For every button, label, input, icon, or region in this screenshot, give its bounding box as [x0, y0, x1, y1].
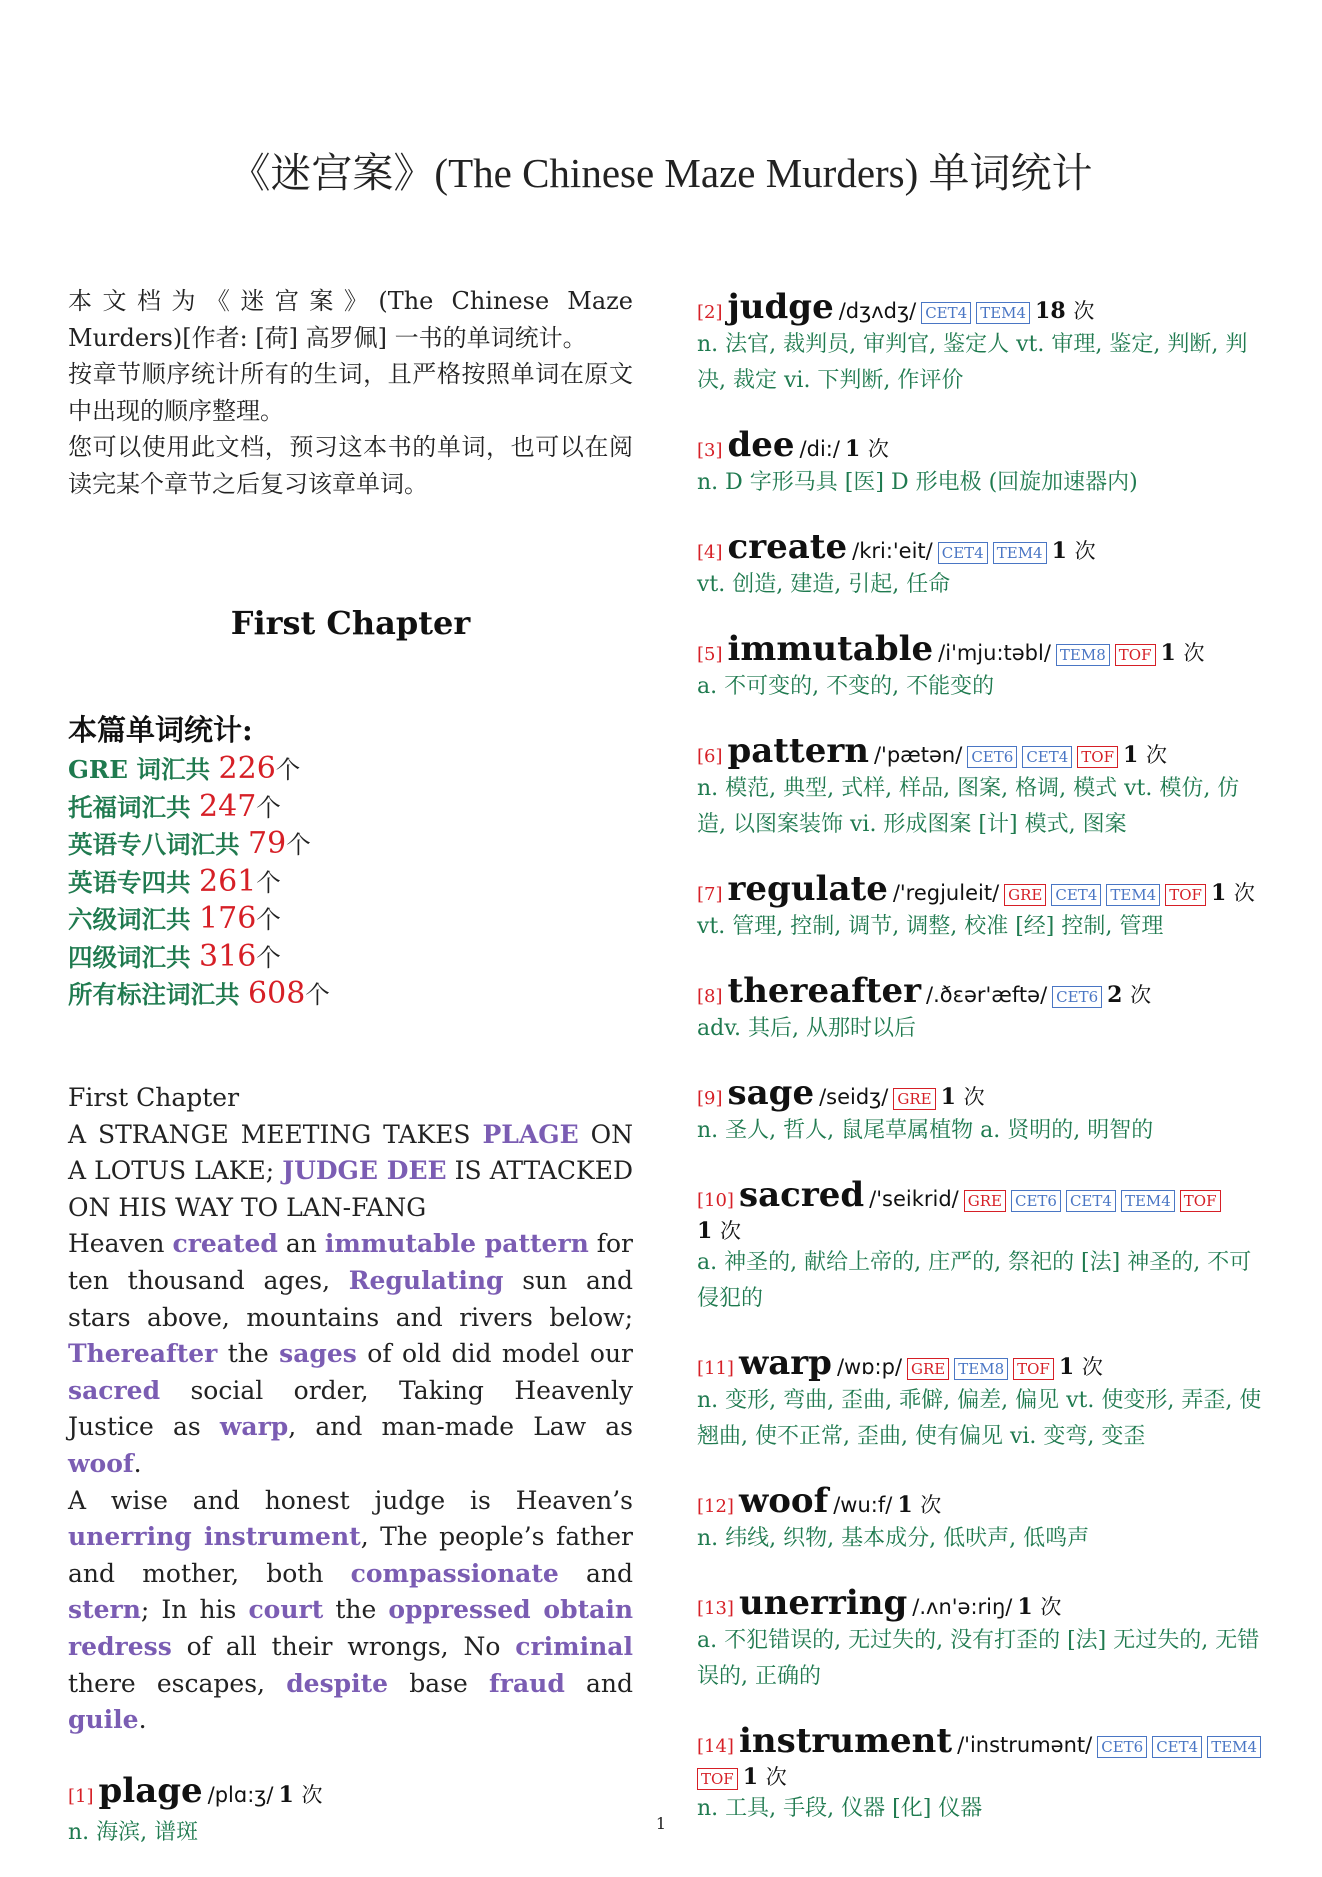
- entry-phonetic: /'instrumənt/: [957, 1733, 1093, 1757]
- entry-header: [697, 1481, 1267, 1521]
- entry-word: instrument: [738, 1721, 953, 1761]
- entry-phonetic: /'seikrid/: [869, 1187, 959, 1211]
- stats-section: [68, 708, 633, 1014]
- entry-index: [11]: [697, 1358, 734, 1379]
- entry-definition: a. 不犯错误的, 无过失的, 没有打歪的 [法] 无过失的, 无错误的, 正确的: [697, 1628, 1260, 1689]
- exam-tag: GRE: [1004, 884, 1046, 906]
- exam-tag: CET6: [1097, 1736, 1147, 1758]
- exam-tag: TOF: [697, 1768, 738, 1790]
- stat-unit: 个: [275, 755, 301, 784]
- exam-tag: TEM4: [993, 542, 1047, 564]
- exam-tag: CET4: [1066, 1190, 1116, 1212]
- entry-header: [697, 287, 1267, 327]
- exam-tag: TEM4: [1121, 1190, 1175, 1212]
- entry-word: unerring: [738, 1583, 908, 1623]
- passage-text: ; In his: [140, 1595, 249, 1625]
- highlighted-word: Regulating: [348, 1265, 504, 1295]
- passage-text: there escapes,: [68, 1668, 287, 1698]
- entry-index: [5]: [697, 644, 723, 665]
- count-number: 1: [897, 1492, 913, 1518]
- exam-tag: CET6: [1011, 1190, 1061, 1212]
- stat-label: GRE 词汇共: [68, 755, 219, 784]
- highlighted-word: compassionate: [350, 1558, 559, 1588]
- exam-tag: CET6: [967, 746, 1017, 768]
- passage-text: of old did model our: [356, 1339, 633, 1369]
- entry-definition: n. 变形, 弯曲, 歪曲, 乖僻, 偏差, 偏见 vt. 使变形, 弄歪, 使翘曲, 使不正常, 歪曲, 使有偏见 vi. 变弯, 变歪: [697, 1388, 1262, 1449]
- entry-index: [12]: [697, 1496, 734, 1517]
- exam-tag: CET4: [1022, 746, 1072, 768]
- highlighted-word: PLAGE: [482, 1119, 579, 1149]
- exam-tag: GRE: [907, 1358, 949, 1380]
- stat-count: 226: [218, 751, 276, 786]
- entry-header: [697, 1343, 1267, 1383]
- passage-text: ON A LOTUS LAKE;: [68, 1119, 633, 1186]
- entry-phonetic: /kri:'eit/: [852, 539, 933, 563]
- stat-unit: 个: [286, 830, 311, 859]
- exam-tag: TEM4: [1106, 884, 1160, 906]
- entry-header: [697, 1583, 1267, 1623]
- highlighted-word: oppressed obtain redress: [68, 1595, 633, 1661]
- passage-text: .: [133, 1448, 142, 1478]
- stat-row: [68, 826, 633, 864]
- stat-count: 247: [199, 788, 257, 824]
- exam-tag: TOF: [1077, 746, 1118, 768]
- passage-text: IS ATTACKED ON HIS WAY TO LAN-FANG: [68, 1156, 633, 1222]
- entry-word: thereafter: [727, 971, 922, 1011]
- exam-tag: GRE: [893, 1088, 935, 1110]
- entry-count: [845, 433, 889, 463]
- entry-word: judge: [727, 287, 834, 327]
- exam-tag: GRE: [964, 1190, 1006, 1212]
- entry-definition: n. 纬线, 织物, 基本成分, 低吠声, 低鸣声: [697, 1526, 1090, 1551]
- entry-word: sage: [727, 1073, 815, 1113]
- entry-count: [941, 1081, 985, 1111]
- intro-line: 您可以使用此文档，预习这本书的单词，也可以在阅读完某个章节之后复习该章单词。: [68, 433, 633, 498]
- highlighted-word: JUDGE DEE: [282, 1156, 447, 1186]
- word-entry: [697, 629, 1267, 705]
- entry-header: [697, 629, 1267, 669]
- count-number: 1: [1051, 538, 1067, 564]
- passage-text: base: [388, 1668, 490, 1698]
- document-title: 《迷宫案》(The Chinese Maze Murders) 单词统计: [229, 150, 1093, 196]
- entry-index: [6]: [697, 746, 723, 767]
- stats-title: 本篇单词统计:: [68, 713, 253, 747]
- highlighted-word: guile: [68, 1705, 139, 1735]
- passage-text: A STRANGE MEETING TAKES: [68, 1119, 483, 1149]
- stat-count: 608: [248, 976, 306, 1011]
- entry-header: [68, 1770, 633, 1816]
- entry-phonetic: /plɑ:ʒ/: [207, 1782, 274, 1807]
- stat-row: [68, 976, 633, 1014]
- entry-index: [7]: [697, 884, 723, 905]
- exam-tag: CET4: [1152, 1736, 1202, 1758]
- chapter-heading: First Chapter: [230, 604, 471, 642]
- entry-word: dee: [727, 425, 795, 465]
- entry-phonetic: /'regjuleit/: [892, 881, 1000, 905]
- entry-phonetic: /wu:f/: [833, 1493, 893, 1517]
- passage-text: A wise and honest judge is Heaven’s: [68, 1485, 633, 1515]
- entry-header: [697, 1175, 1267, 1245]
- word-entry: [697, 527, 1267, 603]
- word-entry: [68, 1770, 633, 1852]
- stat-label: 六级词汇共: [68, 905, 200, 934]
- entry-definition: n. 模范, 典型, 式样, 样品, 图案, 格调, 模式 vt. 模仿, 仿造, 以图案装饰 vi. 形成图案 [计] 模式, 图案: [697, 776, 1240, 837]
- count-unit: 次: [963, 1085, 985, 1109]
- entry-definition: adv. 其后, 从那时以后: [697, 1016, 916, 1041]
- exam-tag: CET4: [1051, 884, 1101, 906]
- entry-definition: a. 不可变的, 不变的, 不能变的: [697, 674, 995, 699]
- highlighted-word: court: [248, 1595, 324, 1625]
- stat-unit: 个: [256, 792, 281, 822]
- entry-header: [697, 731, 1267, 771]
- stat-unit: 个: [256, 942, 281, 972]
- word-entry: [697, 1583, 1267, 1695]
- highlighted-word: sacred: [68, 1375, 161, 1405]
- stat-row: [68, 789, 633, 827]
- stat-label: 所有标注词汇共: [68, 980, 249, 1009]
- entry-index: [9]: [697, 1088, 723, 1109]
- stat-count: 316: [199, 938, 257, 974]
- count-number: 1: [844, 436, 861, 462]
- highlighted-word: unerring instrument: [68, 1522, 361, 1552]
- passage-text: and: [558, 1558, 633, 1588]
- passage-text: sun and stars above, mountains and rivers below;: [68, 1265, 633, 1332]
- entry-count: [1161, 637, 1205, 667]
- entry-header: [697, 971, 1267, 1011]
- passage-text: Heaven: [68, 1229, 173, 1259]
- highlighted-word: fraud: [489, 1668, 565, 1698]
- passage-text: the: [323, 1595, 389, 1625]
- count-unit: 次: [1233, 881, 1255, 905]
- entry-count: [1059, 1351, 1103, 1381]
- count-unit: 次: [719, 1219, 741, 1243]
- entry-count: [743, 1761, 787, 1791]
- entry-count: [1211, 877, 1255, 907]
- entry-index: [14]: [697, 1736, 734, 1757]
- stat-unit: 个: [256, 905, 281, 934]
- entry-count: [697, 1215, 741, 1245]
- entry-word: create: [727, 527, 848, 567]
- entry-word: pattern: [727, 731, 869, 771]
- stat-row: [68, 751, 633, 789]
- word-entry: [697, 869, 1267, 945]
- stat-label: 英语专四共: [68, 867, 200, 897]
- entry-phonetic: /i'mju:təbl/: [938, 641, 1051, 665]
- stat-label: 四级词汇共: [68, 942, 200, 972]
- exam-tag: TOF: [1165, 884, 1206, 906]
- intro-line: 按章节顺序统计所有的生词，且严格按照单词在原文中出现的顺序整理。: [68, 360, 633, 425]
- entry-phonetic: /.ðɛər'æftə/: [926, 983, 1048, 1007]
- entry-count: [1017, 1591, 1061, 1621]
- stat-count: 176: [199, 901, 257, 936]
- entry-index: [1]: [68, 1785, 94, 1807]
- entry-definition: vt. 管理, 控制, 调节, 调整, 校准 [经] 控制, 管理: [697, 914, 1164, 939]
- entry-index: [4]: [697, 542, 723, 563]
- count-unit: 次: [1081, 1355, 1103, 1379]
- entry-definition: n. 法官, 裁判员, 审判官, 鉴定人 vt. 审理, 鉴定, 判断, 判决, 裁定 vi. 下判断, 作评价: [697, 332, 1248, 393]
- entry-word: regulate: [727, 869, 888, 909]
- entry-phonetic: /dʒʌdʒ/: [838, 299, 917, 323]
- count-number: 1: [1123, 742, 1139, 768]
- count-unit: 次: [1074, 539, 1096, 563]
- entry-header: [697, 1721, 1267, 1791]
- exam-tag: CET4: [921, 302, 971, 324]
- count-number: 1: [278, 1781, 294, 1808]
- stat-unit: 个: [256, 867, 281, 897]
- count-number: 1: [940, 1084, 956, 1110]
- exam-tag: TOF: [1115, 644, 1156, 666]
- count-number: 1: [742, 1764, 759, 1790]
- entry-definition: vt. 创造, 建造, 引起, 任命: [697, 572, 951, 597]
- highlighted-word: created: [172, 1229, 278, 1259]
- entry-phonetic: /'pætən/: [873, 743, 963, 767]
- entry-count: [1052, 535, 1096, 565]
- entry-count: [1123, 739, 1167, 769]
- passage-text: and: [564, 1668, 633, 1698]
- stat-row: [68, 864, 633, 902]
- passage-text: the: [217, 1339, 280, 1369]
- word-entry: [697, 1721, 1267, 1827]
- intro-section: [68, 283, 633, 502]
- entry-count: [897, 1489, 941, 1519]
- entry-definition: n. 海滨, 谱斑: [68, 1820, 199, 1846]
- word-entry: [697, 1073, 1267, 1149]
- entry-definition: n. 工具, 手段, 仪器 [化] 仪器: [697, 1796, 983, 1821]
- word-entry: [697, 425, 1267, 501]
- entry-phonetic: /seidʒ/: [819, 1085, 889, 1109]
- count-number: 1: [697, 1218, 713, 1244]
- passage-text: of all their wrongs, No: [171, 1631, 516, 1661]
- highlighted-word: criminal: [515, 1631, 633, 1661]
- entry-word: sacred: [738, 1175, 865, 1215]
- stat-row: [68, 901, 633, 939]
- word-entry: [697, 1175, 1267, 1317]
- exam-tag: TEM4: [976, 302, 1030, 324]
- highlighted-word: Thereafter: [68, 1339, 218, 1369]
- passage-text: , The people’s father and mother, both: [68, 1522, 633, 1588]
- entry-word: warp: [738, 1343, 832, 1383]
- count-number: 1: [1210, 880, 1227, 906]
- word-entry: [697, 1481, 1267, 1557]
- passage-heading: First Chapter: [68, 1083, 240, 1112]
- entry-count: [278, 1777, 322, 1814]
- count-number: 2: [1107, 982, 1123, 1008]
- count-number: 18: [1035, 298, 1066, 324]
- passage-text: , and man-made Law as: [288, 1412, 634, 1442]
- exam-tag: TEM8: [1056, 644, 1110, 666]
- stat-unit: 个: [305, 980, 330, 1009]
- count-number: 1: [1017, 1594, 1033, 1620]
- exam-tag: TEM8: [954, 1358, 1008, 1380]
- intro-line: 本文档为《迷宫案》(The Chinese Maze Murders)[作者: [荷] 高罗佩] 一书的单词统计。: [68, 287, 633, 352]
- highlighted-word: sages: [279, 1339, 357, 1369]
- passage-text: social order, Taking Heavenly Justice as: [68, 1375, 633, 1442]
- count-unit: 次: [765, 1765, 787, 1789]
- page-number: 1: [655, 1814, 667, 1833]
- count-unit: 次: [301, 1782, 323, 1807]
- exam-tag: TEM4: [1207, 1736, 1261, 1758]
- word-entry: [697, 287, 1267, 399]
- count-unit: 次: [1073, 299, 1095, 323]
- entry-header: [697, 425, 1267, 465]
- count-unit: 次: [1183, 641, 1205, 665]
- entry-phonetic: /wɒ:p/: [836, 1355, 903, 1379]
- word-entry: [697, 971, 1267, 1047]
- entry-index: [13]: [697, 1598, 734, 1619]
- highlighted-word: warp: [219, 1412, 289, 1442]
- entry-header: [697, 527, 1267, 567]
- count-unit: 次: [1146, 743, 1167, 767]
- count-unit: 次: [1130, 983, 1152, 1007]
- highlighted-word: despite: [286, 1668, 389, 1698]
- entry-index: [8]: [697, 986, 723, 1007]
- entry-definition: a. 神圣的, 献给上帝的, 庄严的, 祭祀的 [法] 神圣的, 不可侵犯的: [697, 1250, 1252, 1311]
- stat-label: 英语专八词汇共: [68, 830, 249, 859]
- count-unit: 次: [867, 437, 889, 461]
- highlighted-word: woof: [68, 1448, 134, 1478]
- word-entry: [697, 731, 1267, 843]
- entry-phonetic: /.ʌn'ə:riŋ/: [912, 1595, 1013, 1619]
- highlighted-word: stern: [68, 1595, 141, 1625]
- highlighted-word: immutable pattern: [324, 1229, 589, 1259]
- count-unit: 次: [920, 1493, 942, 1517]
- exam-tag: CET4: [938, 542, 988, 564]
- stat-label: 托福词汇共: [68, 792, 200, 822]
- passage-text: for ten thousand ages,: [68, 1229, 634, 1295]
- count-unit: 次: [1040, 1595, 1062, 1619]
- word-list: [697, 287, 1267, 1853]
- stat-count: 79: [248, 826, 287, 861]
- count-number: 1: [1058, 1354, 1075, 1380]
- entry-header: [697, 1073, 1267, 1113]
- entry-count: [1107, 979, 1151, 1009]
- passage: [68, 1080, 633, 1877]
- exam-tag: TOF: [1180, 1190, 1221, 1212]
- word-entry: [697, 1343, 1267, 1455]
- entry-word: immutable: [727, 629, 934, 669]
- exam-tag: CET6: [1052, 986, 1102, 1008]
- entry-index: [3]: [697, 440, 723, 461]
- entry-count: [1035, 295, 1094, 325]
- entry-word: plage: [98, 1770, 203, 1811]
- passage-text: an: [277, 1229, 325, 1259]
- passage-text: .: [138, 1705, 147, 1735]
- stat-row: [68, 939, 633, 977]
- entry-definition: n. D 字形马具 [医] D 形电极 (回旋加速器内): [697, 470, 1138, 495]
- entry-definition: n. 圣人, 哲人, 鼠尾草属植物 a. 贤明的, 明智的: [697, 1118, 1154, 1143]
- exam-tag: TOF: [1013, 1358, 1054, 1380]
- entry-index: [10]: [697, 1190, 734, 1211]
- entry-index: [2]: [697, 302, 723, 323]
- count-number: 1: [1160, 640, 1176, 666]
- entry-phonetic: /di:/: [799, 437, 840, 461]
- entry-header: [697, 869, 1267, 909]
- entry-word: woof: [738, 1481, 829, 1521]
- stat-count: 261: [199, 863, 257, 899]
